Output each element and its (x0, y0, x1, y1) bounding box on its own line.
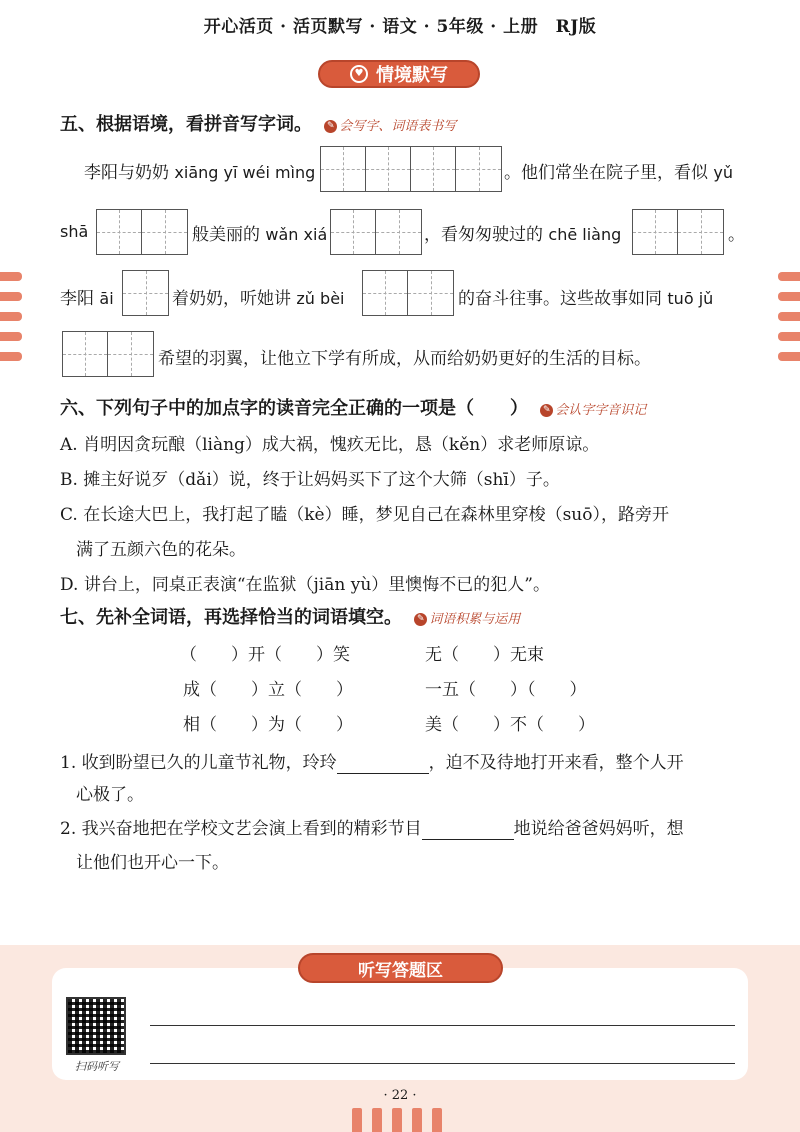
qr-label: 扫码听写 (75, 1060, 119, 1073)
sentence-2-line1: 2. 我兴奋地把在学校文艺会演上看到的精彩节目 地说给爸爸妈妈听，想 (60, 819, 684, 839)
q5-py-sha: shā (60, 222, 89, 241)
fill-blank[interactable] (337, 753, 429, 774)
q5-line1a: 李阳与奶奶 xiāng yī wéi mìng (84, 163, 316, 183)
q6-tip: 会认字字音识记 (555, 403, 647, 418)
option-d: D. 讲台上，同桌正表演“在监狱（jiān yù）里懊悔不已的犯人”。 (60, 575, 550, 595)
pen-icon: ✎ (414, 613, 427, 626)
q6-heading (60, 394, 646, 420)
section-banner (318, 60, 480, 88)
sentence-2-line2: 让他们也开心一下。 (76, 853, 229, 873)
q5-line2b: ，看匆匆驶过的 chē liàng (424, 225, 622, 245)
sentence-1-line1: 1. 收到盼望已久的儿童节礼物，玲玲 ，迫不及待地打开来看，整个人开 (60, 753, 684, 773)
q7-title: 七、先补全词语，再选择恰当的词语填空。 (60, 607, 402, 628)
page-header: 开心活页 · 活页默写 · 语文 · 5年级 · 上册 RJ版 (203, 17, 597, 37)
q5-line4: 希望的羽翼，让他立下学有所成，从而给奶奶更好的生活的目标。 (158, 349, 651, 369)
q5-line2a: 般美丽的 wǎn xiá (192, 225, 328, 245)
sentence-1-line2: 心极了。 (76, 785, 144, 805)
section-banner-title: 情境默写 (376, 65, 448, 86)
option-b: B. 摊主好说歹（dǎi）说，终于让妈妈买下了这个大筛（shī）子。 (60, 470, 560, 490)
idiom-4: 一五（ ）（ ） (425, 680, 587, 700)
q7-heading (60, 603, 520, 629)
option-c-line1: C. 在长途大巴上，我打起了瞌（kè）睡，梦见自己在森林里穿梭（suō），路旁开 (60, 505, 669, 525)
answer-grid-2[interactable] (62, 331, 154, 377)
idiom-5: 相（ ）为（ ） (183, 715, 353, 735)
answer-grid-4[interactable] (320, 146, 502, 192)
heart-icon: ♥ (350, 65, 368, 83)
option-c-line2: 满了五颜六色的花朵。 (76, 540, 246, 560)
answer-grid-2[interactable] (96, 209, 188, 255)
idiom-6: 美（ ）不（ ） (425, 715, 595, 735)
option-a: A. 肖明因贪玩酿（liàng）成大祸，愧疚无比，恳（kěn）求老师原谅。 (60, 435, 600, 455)
answer-grid-2[interactable] (632, 209, 724, 255)
idiom-1: （ ）开（ ）笑 (180, 645, 350, 665)
qr-code-icon[interactable] (66, 997, 126, 1055)
q5-line1b: 。他们常坐在院子里，看似 yǔ (504, 163, 734, 183)
q5-line3c: 的奋斗往事。这些故事如同 tuō jǔ (458, 289, 714, 309)
q5-heading (60, 110, 456, 136)
writing-line[interactable] (150, 1063, 735, 1064)
page-number: · 22 · (383, 1088, 417, 1103)
q6-title: 六、下列句子中的加点字的读音完全正确的一项是（ ） (60, 398, 528, 419)
fill-blank[interactable] (422, 819, 514, 840)
answer-grid-2[interactable] (330, 209, 422, 255)
q5-line3a: 李阳 āi (60, 289, 114, 309)
answer-grid-2[interactable] (362, 270, 454, 316)
q7-tip: 词语积累与运用 (429, 612, 521, 627)
pen-icon: ✎ (324, 120, 337, 133)
idiom-2: 无（ ）无束 (425, 645, 544, 665)
dictation-title: 听写答题区 (298, 953, 503, 983)
q5-line2c: 。 (728, 225, 745, 245)
writing-line[interactable] (150, 1025, 735, 1026)
q5-tip: 会写字、词语表书写 (339, 119, 457, 134)
pen-icon: ✎ (540, 404, 553, 417)
q5-title: 五、根据语境，看拼音写字词。 (60, 114, 312, 135)
q5-line3b: 着奶奶，听她讲 zǔ bèi (172, 289, 345, 309)
idiom-3: 成（ ）立（ ） (183, 680, 353, 700)
answer-grid-1[interactable] (122, 270, 169, 316)
